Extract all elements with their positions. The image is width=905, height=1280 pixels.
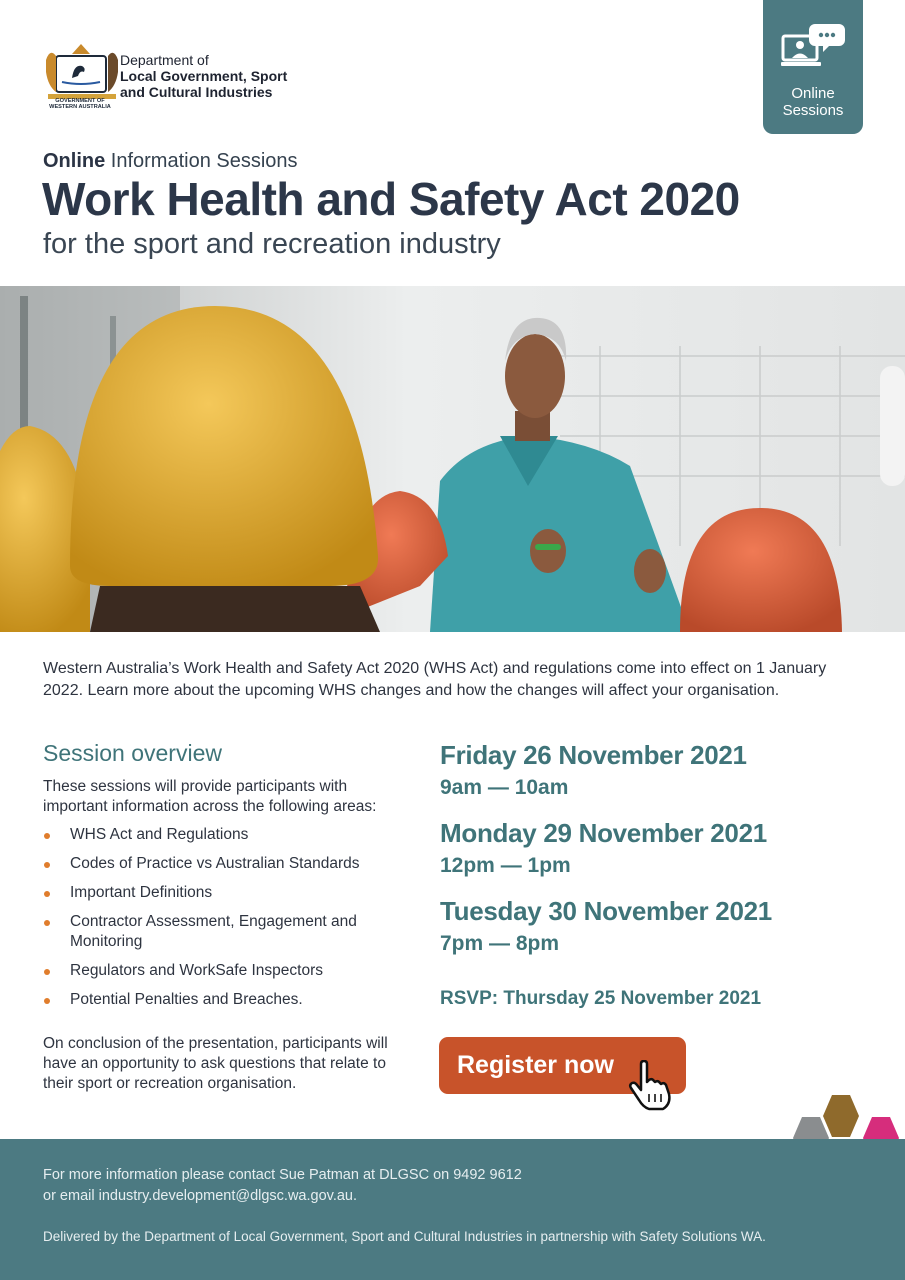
session-date-3: Tuesday 30 November 2021 bbox=[440, 896, 772, 926]
list-item: Potential Penalties and Breaches. bbox=[43, 990, 413, 1010]
session-date-1: Friday 26 November 2021 bbox=[440, 740, 747, 770]
topic-list bbox=[43, 825, 413, 1019]
badge-line-1: Online bbox=[791, 85, 835, 102]
crest-label: GOVERNMENT OF WESTERN AUSTRALIA bbox=[49, 98, 111, 110]
session-time-2: 12pm — 1pm bbox=[440, 854, 571, 877]
session-overview-heading: Session overview bbox=[43, 740, 222, 766]
online-meeting-icon bbox=[781, 20, 845, 76]
online-sessions-badge bbox=[763, 0, 863, 134]
list-item: Codes of Practice vs Australian Standards bbox=[43, 854, 413, 874]
register-now-button[interactable]: Register now bbox=[439, 1037, 686, 1094]
list-item: Regulators and WorkSafe Inspectors bbox=[43, 961, 413, 981]
department-name: Department of Local Government, Sport and Cultural Industries bbox=[120, 52, 288, 100]
page-subtitle: for the sport and recreation industry bbox=[43, 228, 501, 260]
session-date-2: Monday 29 November 2021 bbox=[440, 818, 767, 848]
list-item: WHS Act and Regulations bbox=[43, 825, 413, 845]
instructor-with-hard-hats-photo bbox=[0, 286, 905, 632]
conclusion-paragraph: On conclusion of the presentation, participants will have an opportunity to ask questions that relate to their sport or recreation organisation. bbox=[43, 1035, 388, 1092]
session-time-1: 9am — 10am bbox=[440, 776, 569, 799]
session-time-3: 7pm — 8pm bbox=[440, 932, 560, 955]
session-overview-description: These sessions will provide participants with important information across the following areas: bbox=[43, 778, 377, 815]
intro-paragraph: Western Australia’s Work Health and Safety Act 2020 (WHS Act) and regulations come into effect on 1 January 2022. Learn more about the upcoming WHS changes and how the changes will affect your organisation. bbox=[43, 660, 827, 699]
kicker: Online Information Sessions bbox=[43, 150, 298, 172]
rsvp-line: RSVP: Thursday 25 November 2021 bbox=[440, 988, 762, 1009]
hand-pointer-icon bbox=[627, 1060, 675, 1112]
hero-photo bbox=[0, 286, 905, 632]
list-item: Important Definitions bbox=[43, 883, 413, 903]
list-item: Contractor Assessment, Engagement and Monitoring bbox=[43, 912, 413, 952]
page-title: Work Health and Safety Act 2020 bbox=[42, 173, 740, 225]
footer bbox=[0, 1139, 905, 1280]
contact-info: For more information please contact Sue Patman at DLGSC on 9492 9612 or email industry.development@dlgsc.wa.gov.au. bbox=[43, 1167, 522, 1204]
badge-line-2: Sessions bbox=[782, 102, 844, 119]
delivered-by-note: Delivered by the Department of Local Government, Sport and Cultural Industries in partnership with Safety Solutions WA. bbox=[43, 1229, 766, 1244]
